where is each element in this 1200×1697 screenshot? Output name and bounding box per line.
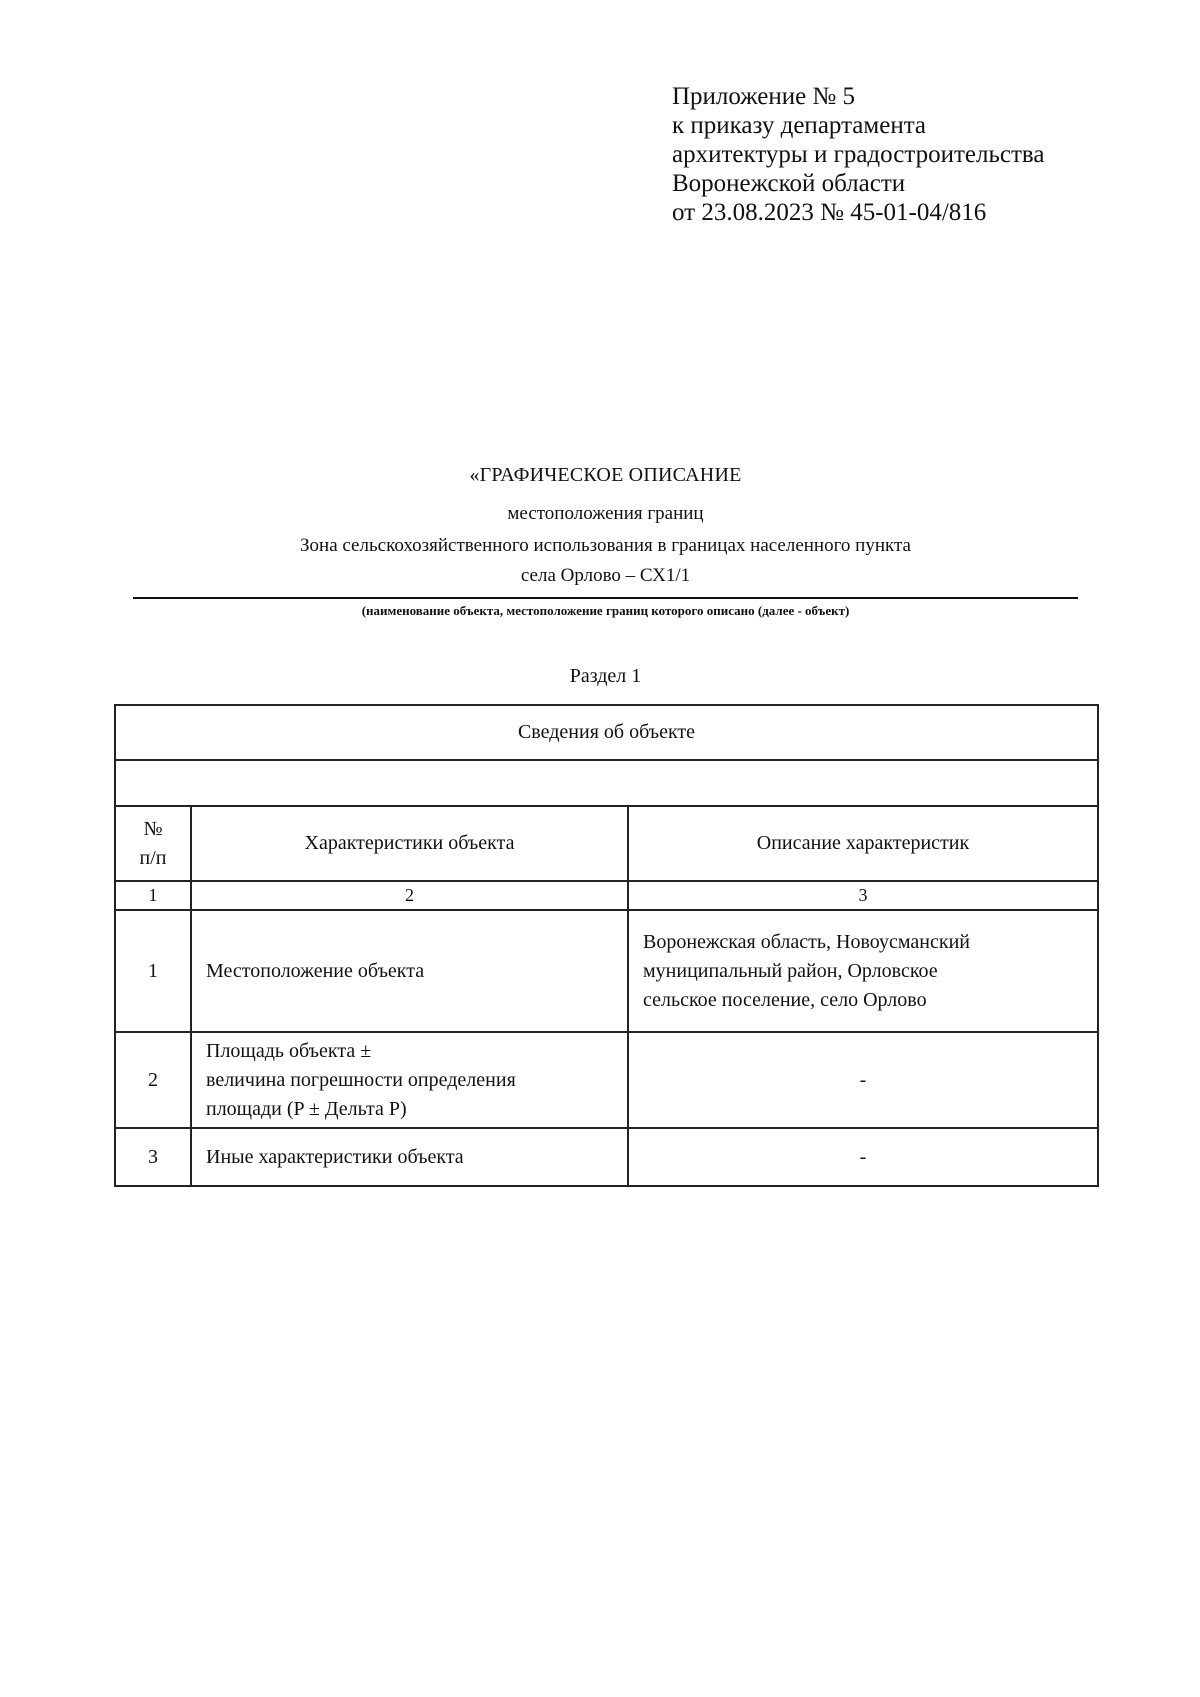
title-subtitle: местоположения границ [507,503,704,524]
row-characteristic [191,1128,628,1186]
annex-line: архитектуры и градостроительства [672,141,1045,168]
table-caption: Сведения об объекте [115,705,1098,760]
row-description [628,1032,1098,1128]
table-empty-cell [115,760,1098,806]
row-description-line: Воронежская область, Новоусманский [643,930,970,953]
row-num: 1 [115,910,191,1032]
row-description-line: муниципальный район, Орловское [643,959,938,982]
column-number: 3 [628,881,1098,910]
header-num-line: п/п [139,846,167,869]
section-label: Раздел 1 [569,665,642,687]
annex-line: к приказу департамента [672,112,927,139]
document-title: «ГРАФИЧЕСКОЕ ОПИСАНИЕ [469,464,742,486]
table-column-numbers-row [115,881,1098,910]
table-row [115,1128,1098,1186]
title-object-code: села Орлово – СХ1/1 [520,565,691,586]
row-characteristic [191,910,628,1032]
header-num-line: № [143,817,163,840]
row-description-line: - [859,1145,867,1168]
table-row [115,1032,1098,1128]
title-note: (наименование объекта, местоположение границ которого описано (далее - объект) [361,603,850,618]
header-characteristic: Характеристики объекта [191,806,628,881]
row-characteristic-line: величина погрешности определения [206,1068,516,1091]
row-characteristic-line: Местоположение объекта [206,959,425,982]
table-header-row [115,806,1098,881]
column-number: 2 [191,881,628,910]
annex-line: Воронежской области [672,170,906,197]
row-characteristic [191,1032,628,1128]
table-empty-row [115,760,1098,806]
title-underline [133,597,1078,599]
row-characteristic-line: площади (P ± Дельта P) [206,1097,407,1120]
row-description [628,910,1098,1032]
row-characteristic-line: Площадь объекта ± [206,1039,372,1062]
row-description-line: - [859,1068,867,1091]
table-row [115,910,1098,1032]
table-caption-row [115,705,1098,760]
object-info-table [114,704,1099,1187]
row-num: 2 [115,1032,191,1128]
row-description [628,1128,1098,1186]
header-description: Описание характеристик [628,806,1098,881]
column-number: 1 [115,881,191,910]
row-num: 3 [115,1128,191,1186]
annex-line: от 23.08.2023 № 45-01-04/816 [672,199,987,226]
annex-block [672,82,1172,227]
header-num [115,806,191,881]
annex-line: Приложение № 5 [672,83,856,110]
title-object-name: Зона сельскохозяйственного использования в границах населенного пункта [300,535,911,556]
row-characteristic-line: Иные характеристики объекта [206,1145,464,1168]
row-description-line: сельское поселение, село Орлово [643,988,927,1011]
